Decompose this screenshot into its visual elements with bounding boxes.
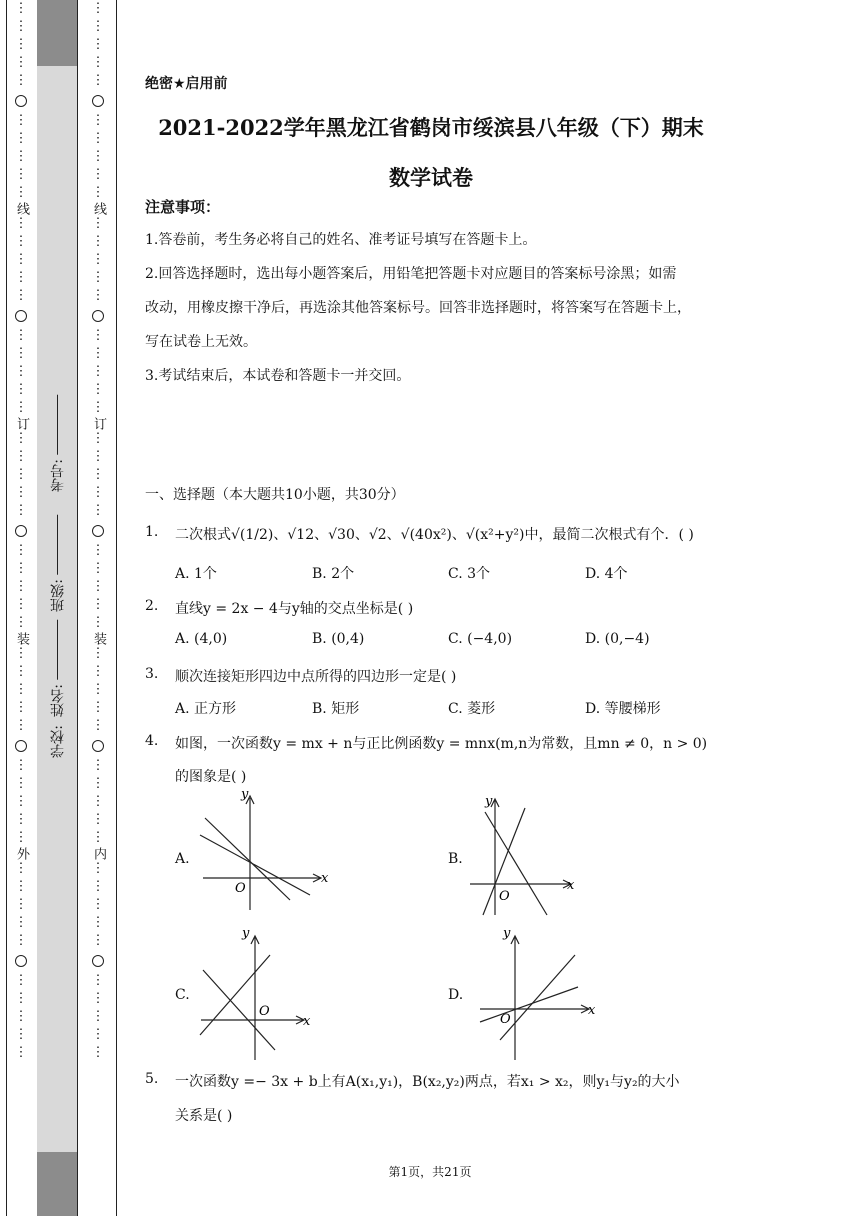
option-a[interactable]: A. (4,0): [175, 631, 228, 647]
binding-word: 外: [14, 847, 29, 860]
x-axis-label: x: [321, 871, 329, 886]
binding-dots: ⋮: [91, 270, 105, 285]
binding-dots: ⋮: [91, 431, 105, 446]
binding-dots: ⋮: [14, 682, 28, 697]
binding-word: 装: [91, 632, 106, 645]
field-name[interactable]: 姓名:: [48, 620, 68, 717]
binding-dots: ⋮: [91, 364, 105, 379]
option-a[interactable]: A.: [175, 851, 190, 867]
binding-dots: ⋮: [91, 879, 105, 894]
binding-dots: ⋮: [14, 449, 28, 464]
option-c[interactable]: C. 菱形: [448, 701, 496, 717]
binding-dots: ⋮: [14, 615, 28, 630]
binding-dots: ⋮: [14, 400, 28, 415]
binding-dots: ⋮: [91, 1027, 105, 1042]
option-a[interactable]: A. 1个: [175, 566, 217, 582]
binding-dots: ⋮: [14, 55, 28, 70]
binding-dots: ⋮: [91, 288, 105, 303]
binding-dots: ⋮: [91, 597, 105, 612]
binding-dots: ⋮: [14, 364, 28, 379]
y-axis-label: y: [242, 926, 250, 941]
binding-dots: ⋮: [14, 185, 28, 200]
binding-dots: ⋮: [91, 897, 105, 912]
binding-dots: ⋮: [91, 346, 105, 361]
binding-dots: ⋮: [91, 382, 105, 397]
binding-dots: ⋮: [14, 131, 28, 146]
binding-dots: ⋮: [14, 664, 28, 679]
binding-dots: ⋮: [14, 1, 28, 16]
option-d[interactable]: D. (0,−4): [585, 631, 650, 647]
binding-dots: ⋮: [14, 467, 28, 482]
binding-dots: ⋮: [14, 1027, 28, 1042]
binding-dots: ⋮: [91, 812, 105, 827]
binding-dots: ⋮: [91, 485, 105, 500]
binding-dots: ⋮: [91, 185, 105, 200]
graph-b: [465, 790, 580, 920]
binding-dots: ⋮: [14, 933, 28, 948]
binding-dots: ⋮: [91, 682, 105, 697]
binding-dots: ⋮: [91, 973, 105, 988]
option-d[interactable]: D.: [448, 987, 464, 1003]
student-info-fields: [44, 395, 72, 825]
question-text: 一次函数y =− 3x + b上有A(x₁,y₁)，B(x₂,y₂)两点，若x₁ > x₂，则y₁与y₂的大小: [175, 1074, 680, 1090]
question-text: 关系是( ): [175, 1108, 233, 1124]
binding-dots: ⋮: [91, 149, 105, 164]
title-line-2: 数学试卷: [389, 165, 473, 190]
binding-dots: ⋮: [91, 861, 105, 876]
binding-dots: ⋮: [14, 718, 28, 733]
question-number: 3.: [145, 666, 159, 682]
option-c[interactable]: C. 3个: [448, 566, 491, 582]
binding-dots: ⋮: [14, 776, 28, 791]
binding-dots: ⋮: [91, 615, 105, 630]
question-number: 2.: [145, 598, 159, 614]
question-number: 1.: [145, 524, 159, 540]
question-text: 顺次连接矩形四边中点所得的四边形一定是( ): [175, 669, 457, 685]
binding-dots: ⋮: [91, 37, 105, 52]
binding-dots: ⋮: [91, 1, 105, 16]
y-axis-label: y: [241, 790, 249, 802]
y-axis-label: y: [503, 926, 511, 941]
binding-dots: ⋮: [14, 270, 28, 285]
binding-circle: [15, 740, 27, 752]
option-b[interactable]: B. 矩形: [312, 701, 360, 717]
binding-dots: ⋮: [14, 861, 28, 876]
binding-dots: ⋮: [14, 19, 28, 34]
binding-dots: ⋮: [91, 19, 105, 34]
binding-dots: ⋮: [14, 431, 28, 446]
binding-dots: ⋮: [91, 561, 105, 576]
binding-dots: ⋮: [91, 991, 105, 1006]
question-number: 5.: [145, 1071, 159, 1087]
section-heading: 一、选择题（本大题共10小题，共30分）: [145, 487, 405, 503]
binding-dots: ⋮: [14, 113, 28, 128]
binding-dots: ⋮: [14, 812, 28, 827]
binding-circle: [92, 740, 104, 752]
binding-dots: ⋮: [14, 73, 28, 88]
notice-item: 3.考试结束后，本试卷和答题卡一并交回。: [145, 368, 411, 384]
binding-dots: ⋮: [14, 328, 28, 343]
binding-dots: ⋮: [91, 830, 105, 845]
binding-dots: ⋮: [91, 113, 105, 128]
graph-d: [470, 925, 595, 1065]
binding-dots: ⋮: [91, 55, 105, 70]
notice-item: 2.回答选择题时，选出每小题答案后，用铅笔把答题卡对应题目的答案标号涂黑；如需: [145, 266, 677, 282]
binding-dots: ⋮: [14, 234, 28, 249]
binding-circle: [92, 310, 104, 322]
binding-dots: ⋮: [91, 449, 105, 464]
origin-label: O: [499, 889, 510, 904]
binding-word: 装: [14, 632, 29, 645]
binding-circle: [92, 525, 104, 537]
binding-dots: ⋮: [14, 1009, 28, 1024]
binding-dots: ⋮: [14, 579, 28, 594]
binding-dots: ⋮: [91, 1045, 105, 1060]
binding-dots: ⋮: [91, 579, 105, 594]
binding-word: 线: [91, 202, 106, 215]
binding-dots: ⋮: [14, 543, 28, 558]
origin-label: O: [259, 1004, 270, 1019]
binding-dots: ⋮: [14, 382, 28, 397]
option-b[interactable]: B. (0,4): [312, 631, 365, 647]
binding-circle: [92, 955, 104, 967]
binding-dots: ⋮: [14, 485, 28, 500]
question-number: 4.: [145, 733, 159, 749]
binding-circle: [15, 525, 27, 537]
notice-heading: 注意事项：: [145, 198, 221, 216]
option-b[interactable]: B. 2个: [312, 566, 355, 582]
option-c[interactable]: C. (−4,0): [448, 631, 513, 647]
binding-dots: ⋮: [14, 503, 28, 518]
binding-dots: ⋮: [14, 794, 28, 809]
question-text: 如图，一次函数y = mx + n与正比例函数y = mnx(m,n为常数，且mn ≠ 0，n > 0): [175, 736, 708, 752]
field-class[interactable]: 班级:: [48, 515, 68, 612]
binding-circle: [92, 95, 104, 107]
origin-label: O: [500, 1012, 511, 1027]
notice-item: 1.答卷前，考生务必将自己的姓名、准考证号填写在答题卡上。: [145, 232, 537, 248]
binding-dots: ⋮: [91, 328, 105, 343]
confidential-label: 绝密★启用前: [145, 76, 228, 92]
binding-circle: [15, 95, 27, 107]
binding-word: 订: [14, 417, 29, 430]
binding-dots: ⋮: [91, 467, 105, 482]
binding-dots: ⋮: [14, 597, 28, 612]
binding-inner-dots: [88, 0, 108, 1216]
option-c[interactable]: C.: [175, 987, 190, 1003]
title-line-1: 2021-2022学年黑龙江省鹤岗市绥滨县八年级（下）期末: [158, 115, 704, 140]
field-exam-no[interactable]: 考号:: [48, 395, 68, 492]
binding-dots: ⋮: [14, 700, 28, 715]
page-title: [145, 103, 717, 203]
binding-dots: ⋮: [14, 897, 28, 912]
binding-dots: ⋮: [14, 149, 28, 164]
binding-word: 内: [91, 847, 106, 860]
binding-dots: ⋮: [91, 216, 105, 231]
binding-dots: ⋮: [91, 1009, 105, 1024]
binding-dots: ⋮: [14, 346, 28, 361]
binding-dots: ⋮: [91, 400, 105, 415]
binding-dots: ⋮: [14, 561, 28, 576]
binding-dots: ⋮: [91, 167, 105, 182]
field-school[interactable]: 学校:: [50, 725, 66, 758]
graph-a: [195, 790, 340, 915]
binding-dots: ⋮: [14, 973, 28, 988]
binding-dots: ⋮: [14, 646, 28, 661]
binding-dots: ⋮: [14, 830, 28, 845]
binding-dots: ⋮: [14, 288, 28, 303]
question-text: 二次根式√(1/2)、√12、√30、√2、√(40x²)、√(x²+y²)中，最简二次根式有个．( ): [175, 527, 694, 543]
binding-dots: ⋮: [14, 758, 28, 773]
x-axis-label: x: [303, 1014, 311, 1029]
binding-dots: ⋮: [91, 252, 105, 267]
binding-dots: ⋮: [91, 73, 105, 88]
binding-dots: ⋮: [91, 646, 105, 661]
binding-dots: ⋮: [91, 933, 105, 948]
y-axis-label: y: [485, 794, 493, 809]
binding-word: 线: [14, 202, 29, 215]
binding-circle: [15, 310, 27, 322]
binding-dots: ⋮: [91, 915, 105, 930]
notice-item: 改动，用橡皮擦干净后，再选涂其他答案标号。回答非选择题时，将答案写在答题卡上，: [145, 300, 691, 316]
binding-outer-dots: [11, 0, 31, 1216]
binding-dots: ⋮: [91, 718, 105, 733]
option-d[interactable]: D. 4个: [585, 566, 628, 582]
binding-dots: ⋮: [91, 664, 105, 679]
page-footer: 第1页，共21页: [388, 1165, 472, 1179]
binding-dots: ⋮: [14, 37, 28, 52]
binding-dots: ⋮: [14, 915, 28, 930]
binding-dots: ⋮: [14, 879, 28, 894]
binding-dots: ⋮: [91, 543, 105, 558]
binding-dots: ⋮: [91, 503, 105, 518]
graph-c: [195, 925, 320, 1065]
binding-dots: ⋮: [14, 216, 28, 231]
binding-word: 订: [91, 417, 106, 430]
binding-dots: ⋮: [91, 234, 105, 249]
binding-dots: ⋮: [14, 991, 28, 1006]
question-text: 直线y = 2x − 4与y轴的交点坐标是( ): [175, 601, 414, 617]
option-d[interactable]: D. 等腰梯形: [585, 701, 661, 717]
binding-dots: ⋮: [91, 776, 105, 791]
binding-dots: ⋮: [91, 700, 105, 715]
option-a[interactable]: A. 正方形: [175, 701, 237, 717]
binding-dots: ⋮: [91, 131, 105, 146]
question-text: 的图象是( ): [175, 769, 247, 785]
x-axis-label: x: [588, 1003, 595, 1018]
binding-dots: ⋮: [14, 1045, 28, 1060]
binding-dots: ⋮: [14, 252, 28, 267]
binding-circle: [15, 955, 27, 967]
binding-dots: ⋮: [91, 758, 105, 773]
option-b[interactable]: B.: [448, 851, 463, 867]
x-axis-label: x: [567, 878, 575, 893]
binding-dots: ⋮: [91, 794, 105, 809]
origin-label: O: [235, 881, 246, 896]
binding-dots: ⋮: [14, 167, 28, 182]
notice-item: 写在试卷上无效。: [145, 334, 257, 350]
